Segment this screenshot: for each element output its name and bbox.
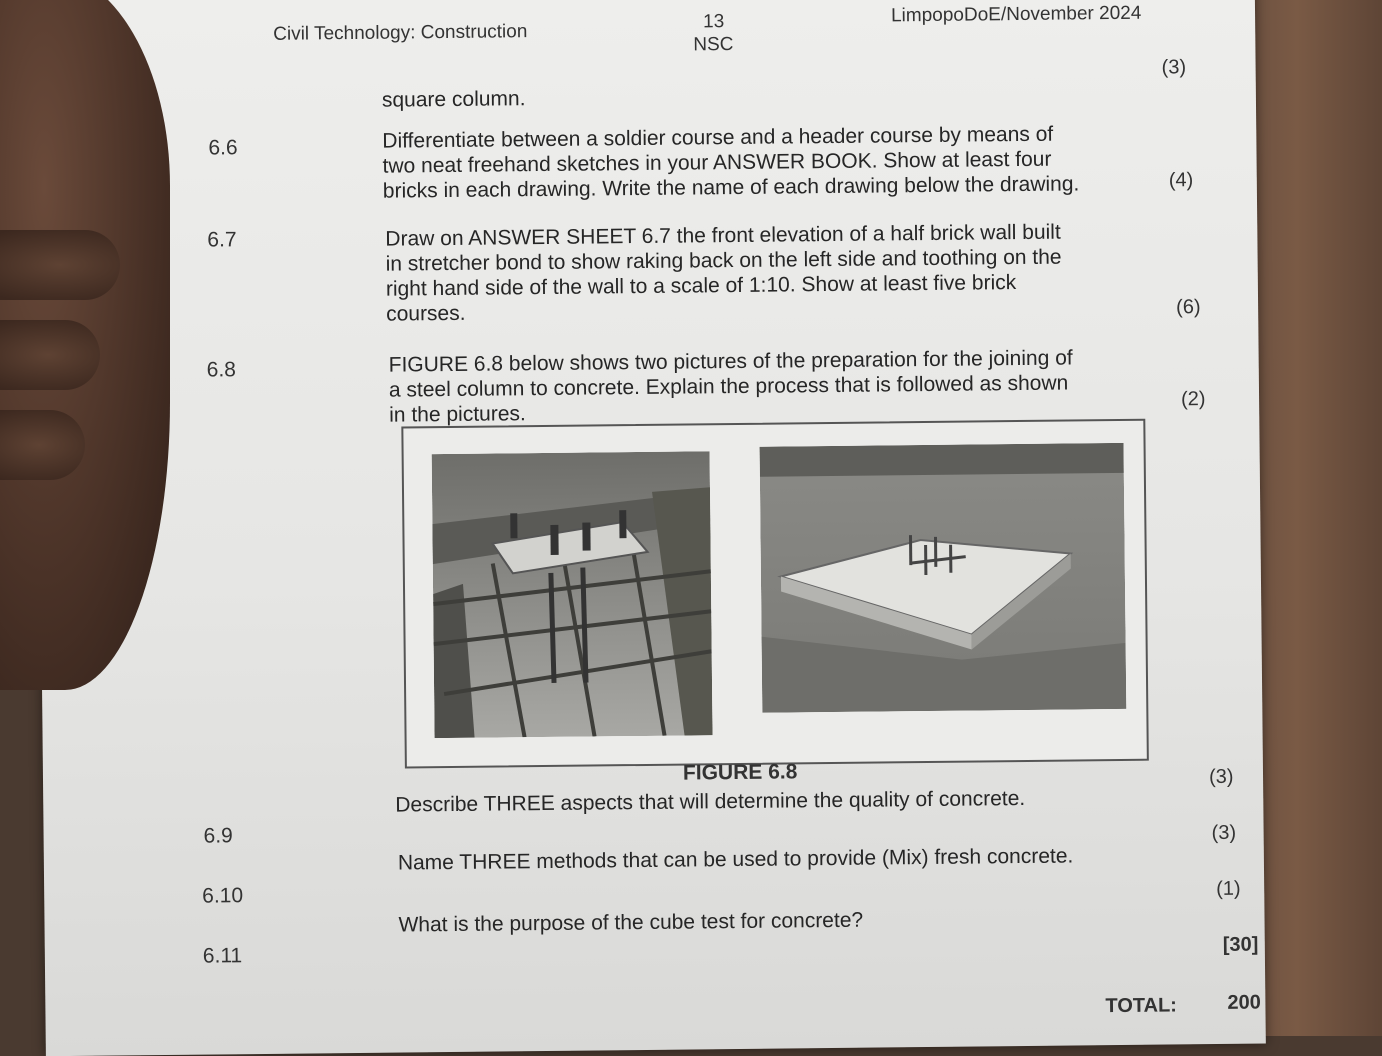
header-page-number: 13 (703, 11, 724, 33)
question-text: Describe THREE aspects that will determine the quality of concrete. (395, 786, 1025, 818)
question-number: 6.6 (208, 136, 237, 160)
question-marks: (6) (1176, 296, 1201, 319)
question-number: 6.11 (203, 944, 243, 968)
header-paper: NSC (693, 34, 733, 56)
question-number: 6.10 (202, 884, 243, 908)
question-marks: (4) (1169, 169, 1194, 192)
header-subject: Civil Technology: Construction (273, 21, 527, 46)
question-number: 6.8 (207, 358, 236, 382)
question-marks: (2) (1181, 388, 1206, 411)
question-marks: (1) (1216, 878, 1241, 901)
finger (0, 410, 85, 480)
question-text: Differentiate between a soldier course and a header course by means of two neat freehand sketches in your ANSWER BOOK. Show at least four bricks in each drawing. Write the name of each drawing below the drawing. (382, 121, 1079, 203)
question-number: 6.9 (203, 824, 232, 848)
question-text: FIGURE 6.8 below shows two pictures of the preparation for the joining of a steel column to concrete. Explain the process that is followed as shown in the pictures. (389, 345, 1074, 427)
total-label: TOTAL: (1105, 994, 1177, 1018)
figure-6-8 (401, 419, 1149, 769)
photo-cast-concrete-base (760, 443, 1127, 713)
section-total: [30] (1223, 934, 1259, 957)
photo-base-plate-formwork (432, 451, 713, 738)
prev-question-text: square column. (382, 86, 526, 113)
question-text: Draw on ANSWER SHEET 6.7 the front elevation of a half brick wall built in stretcher bond to show raking back on the left side and toothing on the right hand side of the wall to a scale of 1:10. Show at least five brick courses. (385, 220, 1062, 327)
question-number: 6.7 (207, 228, 236, 252)
header-source: LimpopoDoE/November 2024 (891, 3, 1142, 28)
figure-caption: FIGURE 6.8 (683, 760, 798, 785)
finger (0, 230, 120, 300)
exam-page (35, 0, 1266, 1056)
question-text: Name THREE methods that can be used to provide (Mix) fresh concrete. (398, 843, 1074, 875)
total-value: 200 (1227, 992, 1261, 1015)
prev-question-marks: (3) (1161, 56, 1186, 79)
question-marks: (3) (1209, 766, 1234, 789)
question-marks: (3) (1212, 822, 1237, 845)
question-text: What is the purpose of the cube test for concrete? (398, 908, 863, 938)
finger (0, 320, 100, 390)
